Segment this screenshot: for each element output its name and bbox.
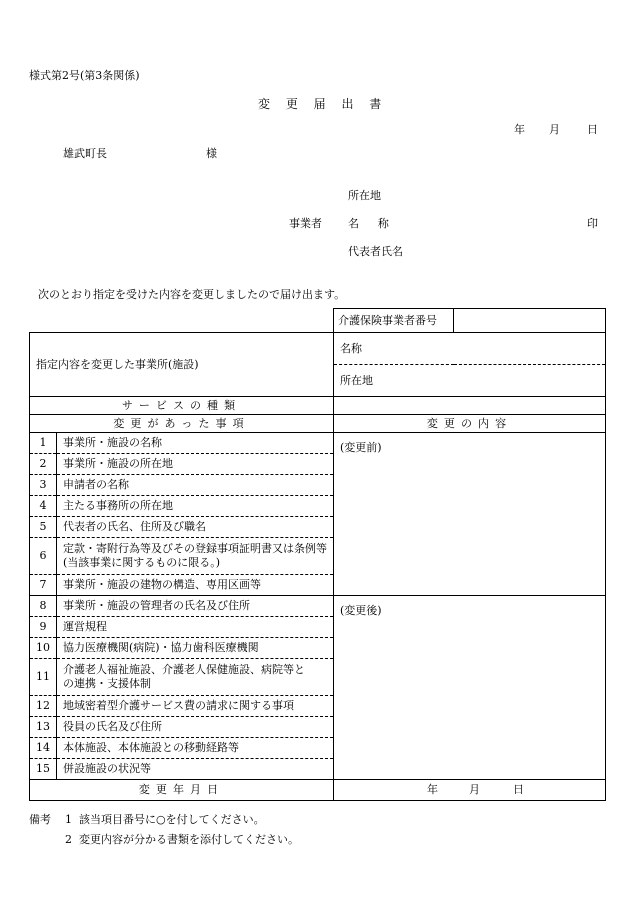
note-text: 該当項目番号に○を付してください。: [79, 813, 265, 826]
item-label: 本体施設、本体施設との移動経路等: [57, 738, 334, 759]
item-number: 6: [30, 538, 57, 575]
item-number: 3: [30, 475, 57, 496]
item-number: 7: [30, 575, 57, 596]
facility-name-label: 名称: [334, 333, 606, 365]
item-label: [57, 538, 334, 575]
page-title: 変 更 届 出 書: [258, 97, 388, 111]
representative-label: 代表者氏名: [348, 245, 403, 258]
item-number: 14: [30, 738, 57, 759]
change-before-cell[interactable]: [334, 433, 606, 596]
note-number: 2: [65, 833, 72, 846]
item-number: 11: [30, 659, 57, 696]
addressee: 雄武町長: [63, 147, 107, 160]
item-number: 15: [30, 759, 57, 780]
seal-mark: 印: [587, 217, 598, 230]
item-label: 運営規程: [57, 617, 334, 638]
note-number: 1: [65, 813, 72, 826]
item-number: 1: [30, 433, 57, 454]
service-type-label: サービスの種類: [30, 397, 334, 415]
item-label-line2: (当該事業に関するものに限る。): [63, 556, 221, 569]
note-text: 変更内容が分かる書類を添付してください。: [79, 833, 299, 846]
honorific: 様: [206, 147, 217, 160]
blank-cell: [30, 309, 334, 333]
item-label: 事業所・施設の建物の構造、専用区画等: [57, 575, 334, 596]
applicant-name-label: 名 称: [348, 217, 397, 230]
item-label: 代表者の氏名、住所及び職名: [57, 517, 334, 538]
item-number: 4: [30, 496, 57, 517]
item-label: 事業所・施設の名称: [57, 433, 334, 454]
item-label: 役員の氏名及び住所: [57, 717, 334, 738]
changed-items-header: 変更があった事項: [30, 415, 334, 433]
item-label: 事業所・施設の所在地: [57, 454, 334, 475]
service-type-field[interactable]: [334, 397, 606, 415]
intro-text: 次のとおり指定を受けた内容を変更しましたので届け出ます。: [38, 288, 346, 301]
item-label-line2: の連携・支援体制: [63, 677, 151, 690]
date-day: 日: [587, 123, 598, 136]
item-label: 事業所・施設の管理者の氏名及び住所: [57, 596, 334, 617]
item-number: 5: [30, 517, 57, 538]
change-form-table: [29, 308, 606, 801]
date-year: 年: [514, 123, 525, 136]
change-date-year: 年: [427, 783, 438, 796]
item-label: 主たる事務所の所在地: [57, 496, 334, 517]
change-before-label: (変更前): [340, 441, 382, 454]
facility-label: 指定内容を変更した事業所(施設): [30, 333, 334, 397]
item-label: [57, 659, 334, 696]
change-date-month: 月: [469, 783, 480, 796]
item-label-line1: 介護老人福祉施設、介護老人保健施設、病院等と: [63, 663, 305, 676]
date-month: 月: [549, 123, 560, 136]
provider-number-field[interactable]: [454, 309, 606, 333]
change-content-header: 変更の内容: [334, 415, 606, 433]
item-label-line1: 定款・寄附行為等及びその登録事項証明書又は条例等: [63, 542, 327, 555]
item-number: 13: [30, 717, 57, 738]
item-label: 併設施設の状況等: [57, 759, 334, 780]
change-after-label: (変更後): [340, 604, 382, 617]
change-date-day: 日: [513, 783, 524, 796]
item-number: 10: [30, 638, 57, 659]
item-number: 12: [30, 696, 57, 717]
item-label: 協力医療機関(病院)・協力歯科医療機関: [57, 638, 334, 659]
change-after-cell[interactable]: [334, 596, 606, 780]
item-number: 9: [30, 617, 57, 638]
facility-address-label: 所在地: [334, 365, 606, 397]
item-label: 地域密着型介護サービス費の請求に関する事項: [57, 696, 334, 717]
applicant-address-label: 所在地: [348, 189, 381, 202]
form-number: 様式第2号(第3条関係): [29, 69, 140, 82]
item-number: 2: [30, 454, 57, 475]
item-label: 申請者の名称: [57, 475, 334, 496]
item-number: 8: [30, 596, 57, 617]
applicant-role-label: 事業者: [289, 217, 322, 230]
notes: [29, 810, 299, 850]
provider-number-label: 介護保険事業者番号: [334, 309, 454, 333]
change-date-label: 変更年月日: [30, 780, 334, 801]
change-date-field[interactable]: [334, 780, 606, 801]
notes-label: 備考: [29, 813, 51, 826]
